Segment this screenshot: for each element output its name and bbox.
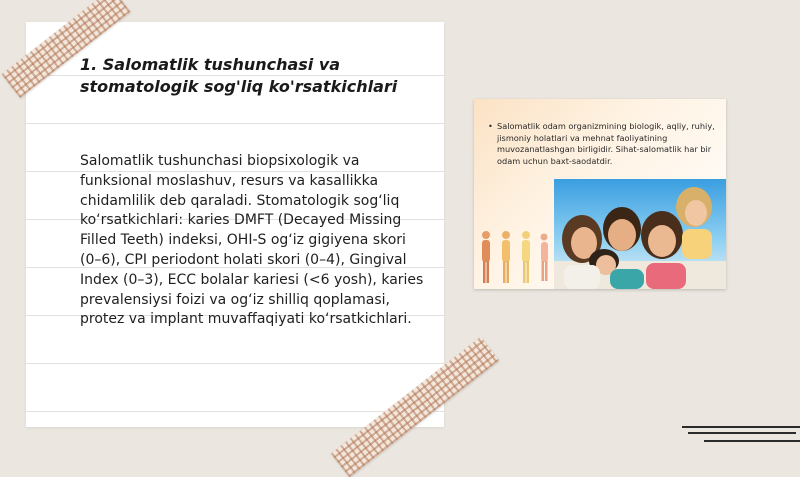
decorative-line [688, 432, 796, 434]
image-caption [488, 121, 723, 167]
slide-title: 1. Salomatlik tushunchasi va stomatologik sog'liq ko'rsatkichlari [80, 55, 398, 96]
family-photo [554, 179, 726, 289]
decorative-line [704, 440, 800, 442]
bullet-marker: • [488, 121, 493, 131]
image-caption-text: Salomatlik odam organizmining biologik, aqliy, ruhiy, jismoniy holatlari va mehnat faoliyatining muvozanatlashgan birligidir. Sihat-salomatlik har bir odam uchun baxt-saodatdir. [497, 121, 715, 166]
body-figures-icon [476, 227, 554, 287]
illustration-image [474, 99, 726, 289]
slide-body-text: Salomatlik tushunchasi biopsixologik va funksional moslashuv, resurs va kasallikka chidamlilik deb qaraladi. Stomatologik sog‘liq ko‘rsatkichlari: karies DMFT (Decayed Missing Filled Teeth) indeksi, OHI-S og‘iz gigiyena skori (0–6), CPI periodont holati skori (0–4), Gingival Index (0–3), ECC bolalar kariesi (<6 yosh), karies prevalensiysi foizi va og‘iz shilliq qoplamasi, protez va implant muvaffaqiyati ko‘rsatkichlari. [80, 153, 424, 328]
decorative-line [682, 426, 800, 428]
